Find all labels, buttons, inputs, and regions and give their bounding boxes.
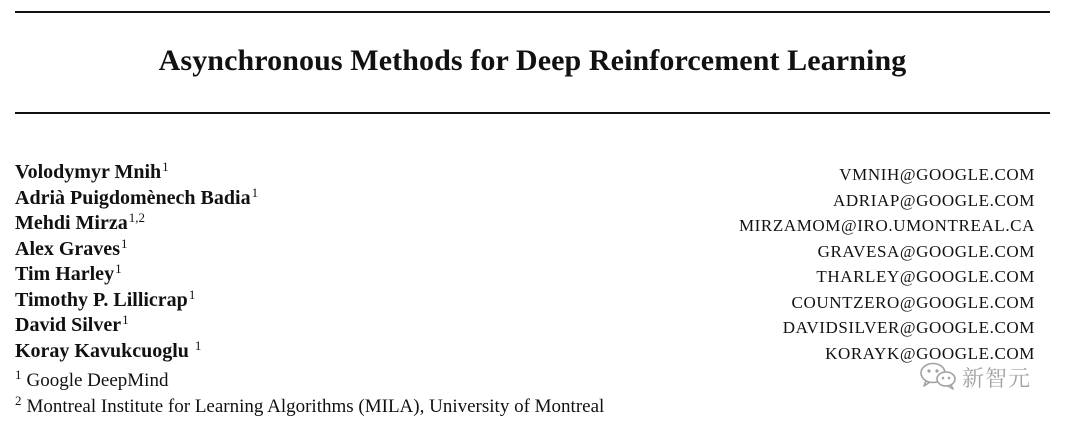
author-row (15, 262, 1035, 288)
author-email: THARLEY@GOOGLE.COM (816, 267, 1035, 286)
author-row (15, 288, 1035, 314)
author-email: DAVIDSILVER@GOOGLE.COM (782, 318, 1035, 337)
watermark (918, 362, 1031, 392)
affiliation-mark: 1 (15, 367, 22, 382)
author-name: David Silver$^1$ (15, 312, 129, 336)
affiliation-item: $^2$ Montreal Institute for Learning Algorithms (MILA), University of Montreal (15, 393, 605, 417)
author-row (15, 211, 1035, 237)
author-affiliation-mark: 1,2 (128, 210, 145, 225)
author-email: COUNTZERO@GOOGLE.COM (791, 292, 1035, 312)
author-row (15, 237, 1035, 263)
affiliation-item: $^1$ Google DeepMind (15, 367, 169, 391)
wechat-icon (918, 360, 958, 395)
author-name: Alex Graves$^1$ (15, 235, 128, 260)
author-row (15, 339, 1035, 365)
author-email: VMNIH@GOOGLE.COM (839, 165, 1035, 184)
author-email: KORAYK@GOOGLE.COM (825, 343, 1035, 363)
author-email: GRAVESA@GOOGLE.COM (817, 241, 1035, 261)
affiliation-mark: 2 (15, 393, 22, 408)
author-name: Timothy P. Lillicrap$^1$ (15, 286, 196, 311)
bottom-rule (15, 112, 1050, 114)
author-affiliation-mark: 1 (122, 312, 129, 327)
author-row (15, 313, 1035, 339)
author-name: Koray Kavukcuoglu $^1$ (15, 337, 202, 362)
author-affiliation-mark: 1 (194, 337, 202, 353)
author-affiliation-mark: 1 (120, 235, 128, 251)
author-list (15, 160, 1035, 364)
author-name: Volodymyr Mnih$^1$ (15, 159, 169, 183)
affiliation-list (15, 368, 604, 420)
author-affiliation-mark: 1 (162, 159, 169, 174)
author-row (15, 160, 1035, 186)
top-rule (15, 11, 1050, 13)
author-name: Adrià Puigdomènech Badia$^1$ (15, 184, 259, 209)
watermark-text: 新智元 (962, 366, 1032, 392)
author-affiliation-mark: 1 (115, 261, 122, 276)
author-name: Mehdi Mirza$^{1,2}$ (15, 210, 145, 234)
author-row (15, 186, 1035, 212)
paper-title: Asynchronous Methods for Deep Reinforcement Learning (158, 44, 907, 77)
author-affiliation-mark: 1 (188, 286, 196, 302)
author-email: MIRZAMOM@IRO.UMONTREAL.CA (738, 216, 1035, 235)
author-name: Tim Harley$^1$ (15, 261, 122, 285)
author-affiliation-mark: 1 (251, 184, 259, 200)
author-email: ADRIAP@GOOGLE.COM (833, 190, 1035, 210)
